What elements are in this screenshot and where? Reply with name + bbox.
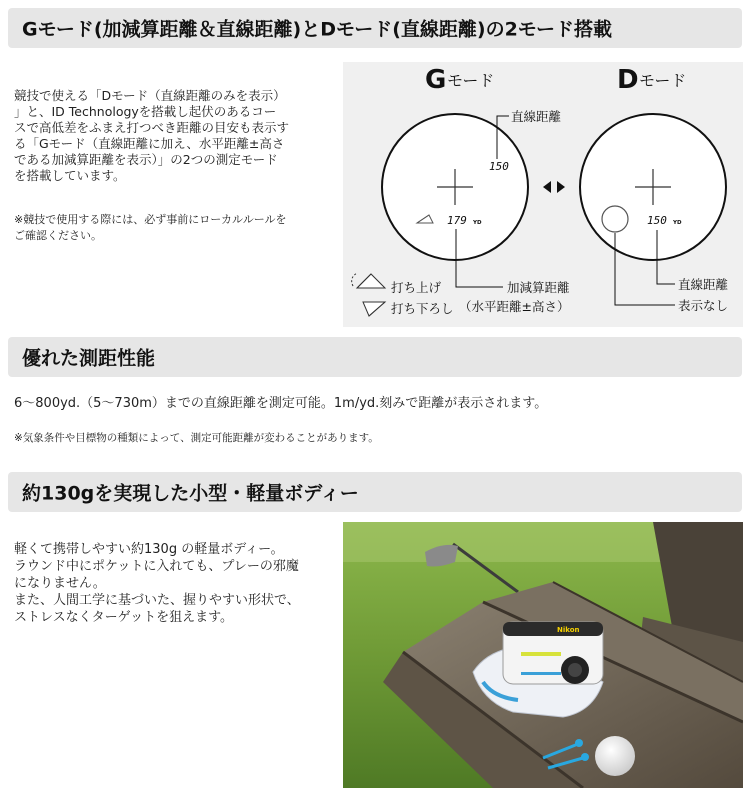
d-mode-suffix: モード [639, 71, 687, 90]
g-adjusted-label: 加減算距離 [507, 280, 570, 295]
paragraph-line: 競技で使える「Dモード（直線距離のみを表示） [14, 88, 286, 103]
downhill-icon [363, 302, 385, 316]
rangefinder-device [503, 622, 603, 684]
note-line: ご確認ください。 [14, 229, 102, 242]
section-heading-range [8, 337, 742, 377]
paragraph-line: になりません。 [14, 576, 106, 591]
switch-arrows-icon [543, 181, 565, 193]
product-photo [343, 522, 743, 788]
d-line-distance-label: 直線距離 [678, 277, 729, 292]
section-heading-text: 約130gを実現した小型・軽量ボディー [22, 482, 359, 505]
section-heading-text: 優れた測距性能 [22, 347, 156, 370]
paragraph-line: 軽くて携帯しやすい約130g の軽量ボディー。 [14, 542, 284, 557]
product-photo-svg [343, 522, 743, 788]
mode-diagram-svg [343, 62, 743, 327]
g-adjusted-sublabel: （水平距離±高さ） [459, 299, 570, 314]
paragraph-line: また、人間工学に基づいた、握りやすい形状で、 [14, 593, 300, 608]
paragraph-line: ラウンド中にポケットに入れても、プレーの邪魔 [14, 559, 299, 574]
brand-logo: Nikon [557, 626, 580, 634]
uphill-label: 打ち上げ [391, 280, 442, 295]
paragraph-line: スで高低差をふまえ打つべき距離の目安も表示す [14, 120, 290, 135]
competition-note [14, 212, 287, 244]
d-line-distance-value: 150 [647, 214, 667, 227]
downhill-label: 打ち下ろし [391, 301, 454, 316]
note-line: ※気象条件や目標物の種類によって、測定可能距離が変わることがあります。 [14, 432, 379, 444]
g-unit: YD [473, 220, 482, 226]
g-line-distance-value: 150 [489, 160, 509, 173]
section-heading-weight [8, 472, 742, 512]
g-line-distance-label: 直線距離 [511, 109, 562, 124]
golf-ball [595, 736, 635, 776]
paragraph-line: である加減算距離を表示）」の2つの測定モード [14, 152, 278, 167]
range-note [14, 431, 379, 445]
d-mode-letter: D [617, 65, 639, 95]
d-no-display-label: 表示なし [678, 298, 729, 313]
range-description [14, 395, 547, 413]
g-mode-letter: G [425, 65, 447, 95]
d-empty-indicator [602, 206, 628, 232]
paragraph-line: る「Gモード（直線距離に加え、水平距離±高さ [14, 136, 285, 151]
uphill-icon [352, 273, 385, 288]
paragraph-line: 6～800yd.（5～730m）までの直線距離を測定可能。1m/yd.刻みで距離が表示されます。 [14, 396, 548, 411]
section-heading-modes [8, 8, 742, 48]
mode-diagram [343, 62, 743, 327]
d-unit: YD [673, 220, 682, 226]
modes-description [14, 88, 289, 184]
paragraph-line: ストレスなくターゲットを狙えます。 [14, 610, 234, 625]
g-mode-suffix: モード [447, 71, 495, 90]
note-line: ※競技で使用する際には、必ず事前にローカルルールを [14, 213, 287, 226]
paragraph-line: 」と、ID Technologyを搭載し起伏のあるコー [14, 104, 277, 119]
weight-description [14, 541, 300, 626]
g-adjusted-value: 179 [447, 214, 467, 227]
section-heading-text: Gモード(加減算距離＆直線距離)とDモード(直線距離)の2モード搭載 [22, 18, 613, 41]
paragraph-line: を搭載しています。 [14, 168, 126, 183]
